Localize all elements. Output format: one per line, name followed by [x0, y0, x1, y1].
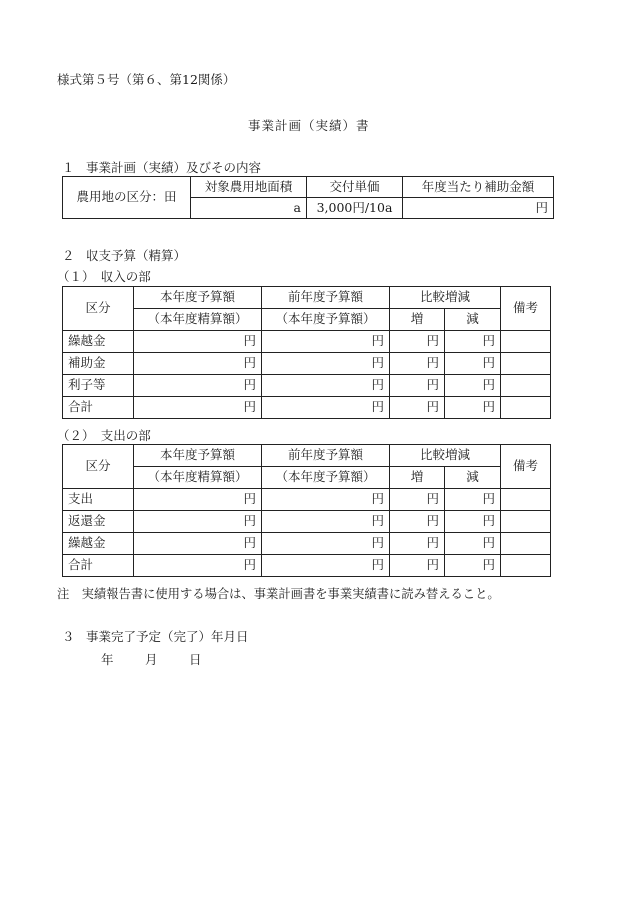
previous-amount: 円 — [262, 397, 390, 419]
decrease-amount: 円 — [445, 375, 501, 397]
remarks-cell — [501, 533, 551, 555]
expense-compare-header: 比較増減 — [390, 445, 501, 467]
current-amount: 円 — [134, 375, 262, 397]
income-subheading: （１） 収入の部 — [57, 269, 151, 284]
income-compare-header: 比較増減 — [390, 287, 501, 309]
expense-increase-header: 増 — [390, 467, 445, 489]
previous-amount: 円 — [262, 375, 390, 397]
income-category-header: 区分 — [63, 287, 134, 331]
table-row — [63, 331, 551, 353]
increase-amount: 円 — [390, 397, 445, 419]
area-header: 対象農用地面積 — [191, 177, 307, 198]
row-label: 合計 — [63, 397, 134, 419]
expense-category-header: 区分 — [63, 445, 134, 489]
table-row — [63, 353, 551, 375]
remarks-cell — [501, 555, 551, 577]
current-amount: 円 — [134, 353, 262, 375]
year-label: 年 — [101, 652, 114, 667]
current-amount: 円 — [134, 511, 262, 533]
section2-heading: 収支予算（精算） — [86, 248, 187, 263]
section1-heading: 事業計画（実績）及びその内容 — [86, 160, 262, 175]
expense-table — [62, 444, 551, 577]
previous-amount: 円 — [262, 331, 390, 353]
expense-previous-header: 前年度予算額 — [262, 445, 390, 467]
section3-heading: 事業完了予定（完了）年月日 — [86, 629, 249, 644]
decrease-amount: 円 — [445, 533, 501, 555]
row-label: 繰越金 — [63, 533, 134, 555]
previous-amount: 円 — [262, 511, 390, 533]
increase-amount: 円 — [390, 375, 445, 397]
increase-amount: 円 — [390, 533, 445, 555]
decrease-amount: 円 — [445, 555, 501, 577]
increase-amount: 円 — [390, 555, 445, 577]
area-value: a — [191, 198, 307, 219]
row-label: 補助金 — [63, 353, 134, 375]
increase-amount: 円 — [390, 353, 445, 375]
annual-subsidy-header: 年度当たり補助金額 — [403, 177, 554, 198]
row-label: 支出 — [63, 489, 134, 511]
income-previous-subheader: （本年度予算額） — [262, 309, 390, 331]
section2-number: ２ — [62, 248, 75, 263]
expense-previous-subheader: （本年度予算額） — [262, 467, 390, 489]
table-row — [63, 533, 551, 555]
income-current-header: 本年度予算額 — [134, 287, 262, 309]
usage-note: 注 実績報告書に使用する場合は、事業計画書を事業実績書に読み替えること。 — [57, 587, 500, 601]
remarks-cell — [501, 375, 551, 397]
remarks-cell — [501, 489, 551, 511]
land-category-cell: 農用地の区分：田 — [63, 177, 191, 219]
table-row — [63, 397, 551, 419]
section1-number: １ — [62, 160, 75, 175]
increase-amount: 円 — [390, 511, 445, 533]
current-amount: 円 — [134, 397, 262, 419]
current-amount: 円 — [134, 489, 262, 511]
income-remarks-header: 備考 — [501, 287, 551, 331]
day-label: 日 — [189, 652, 202, 667]
table-row — [63, 511, 551, 533]
remarks-cell — [501, 353, 551, 375]
current-amount: 円 — [134, 331, 262, 353]
decrease-amount: 円 — [445, 511, 501, 533]
current-amount: 円 — [134, 533, 262, 555]
unit-price-header: 交付単価 — [307, 177, 403, 198]
decrease-amount: 円 — [445, 331, 501, 353]
expense-current-header: 本年度予算額 — [134, 445, 262, 467]
remarks-cell — [501, 331, 551, 353]
annual-subsidy-value: 円 — [403, 198, 554, 219]
unit-price-value: 3,000円/10a — [307, 198, 403, 219]
expense-current-subheader: （本年度精算額） — [134, 467, 262, 489]
previous-amount: 円 — [262, 555, 390, 577]
plan-table — [62, 176, 554, 219]
previous-amount: 円 — [262, 533, 390, 555]
document-title: 事業計画（実績）書 — [248, 118, 370, 133]
income-decrease-header: 減 — [445, 309, 501, 331]
month-label: 月 — [145, 652, 158, 667]
current-amount: 円 — [134, 555, 262, 577]
expense-subheading: （２） 支出の部 — [57, 428, 151, 443]
previous-amount: 円 — [262, 489, 390, 511]
decrease-amount: 円 — [445, 353, 501, 375]
table-row — [63, 555, 551, 577]
table-row — [63, 489, 551, 511]
row-label: 利子等 — [63, 375, 134, 397]
income-current-subheader: （本年度精算額） — [134, 309, 262, 331]
section3-number: ３ — [62, 629, 75, 644]
increase-amount: 円 — [390, 489, 445, 511]
form-number: 様式第５号（第６、第12関係） — [57, 72, 236, 87]
expense-decrease-header: 減 — [445, 467, 501, 489]
previous-amount: 円 — [262, 353, 390, 375]
remarks-cell — [501, 511, 551, 533]
row-label: 返還金 — [63, 511, 134, 533]
income-previous-header: 前年度予算額 — [262, 287, 390, 309]
row-label: 繰越金 — [63, 331, 134, 353]
expense-remarks-header: 備考 — [501, 445, 551, 489]
decrease-amount: 円 — [445, 489, 501, 511]
row-label: 合計 — [63, 555, 134, 577]
decrease-amount: 円 — [445, 397, 501, 419]
remarks-cell — [501, 397, 551, 419]
income-table — [62, 286, 551, 419]
increase-amount: 円 — [390, 331, 445, 353]
income-increase-header: 増 — [390, 309, 445, 331]
table-row — [63, 375, 551, 397]
